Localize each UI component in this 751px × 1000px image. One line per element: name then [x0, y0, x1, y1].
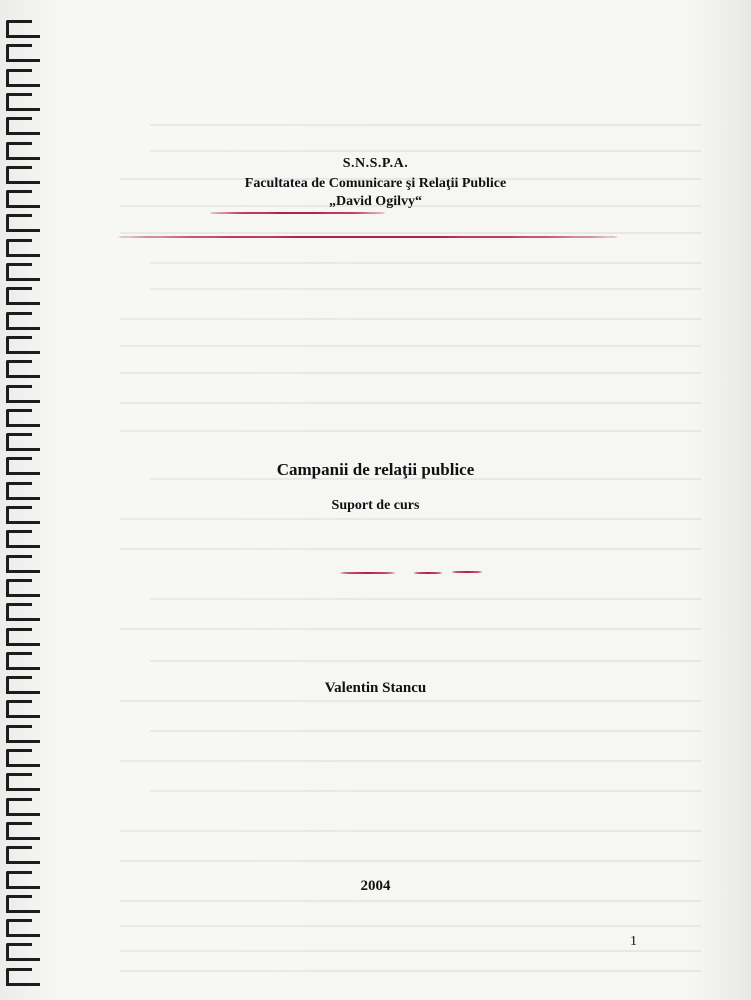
binding-coil	[6, 919, 32, 937]
document-subtitle: Suport de curs	[331, 498, 420, 513]
institution-name: S.N.S.P.A.	[342, 156, 409, 171]
pen-underline-mark	[414, 572, 442, 574]
school-name: „David Ogilvy“	[329, 194, 422, 209]
binding-coil	[6, 69, 32, 87]
pen-underline-mark	[118, 236, 618, 238]
binding-coil	[6, 603, 32, 621]
binding-coil	[6, 385, 32, 403]
binding-coil	[6, 287, 32, 305]
binding-coil	[6, 214, 32, 232]
binding-coil	[6, 482, 32, 500]
faculty-name: Facultatea de Comunicare şi Relaţii Publice	[244, 176, 507, 191]
binding-coil	[6, 239, 32, 257]
pen-underline-mark	[452, 571, 482, 573]
author-name: Valentin Stancu	[324, 680, 427, 696]
page-number: 1	[630, 934, 637, 949]
binding-coil	[6, 628, 32, 646]
document-title: Campanii de relaţii publice	[276, 460, 475, 479]
binding-coil	[6, 798, 32, 816]
binding-coil	[6, 44, 32, 62]
binding-coil	[6, 968, 32, 986]
binding-coil	[6, 93, 32, 111]
binding-coil	[6, 773, 32, 791]
binding-coil	[6, 895, 32, 913]
binding-coil	[6, 579, 32, 597]
binding-coil	[6, 117, 32, 135]
binding-coil	[6, 433, 32, 451]
publication-year: 2004	[360, 878, 391, 894]
binding-coil	[6, 336, 32, 354]
binding-coil	[6, 749, 32, 767]
binding-coil	[6, 312, 32, 330]
binding-coil	[6, 725, 32, 743]
binding-coil	[6, 263, 32, 281]
binding-coil	[6, 409, 32, 427]
binding-coil	[6, 360, 32, 378]
binding-coil	[6, 555, 32, 573]
binding-coil	[6, 846, 32, 864]
binding-coil	[6, 943, 32, 961]
binding-coil	[6, 822, 32, 840]
binding-coil	[6, 700, 32, 718]
pen-underline-mark	[210, 212, 385, 214]
binding-coil	[6, 530, 32, 548]
binding-coil	[6, 20, 32, 38]
binding-coil	[6, 652, 32, 670]
pen-underline-mark	[340, 572, 395, 574]
